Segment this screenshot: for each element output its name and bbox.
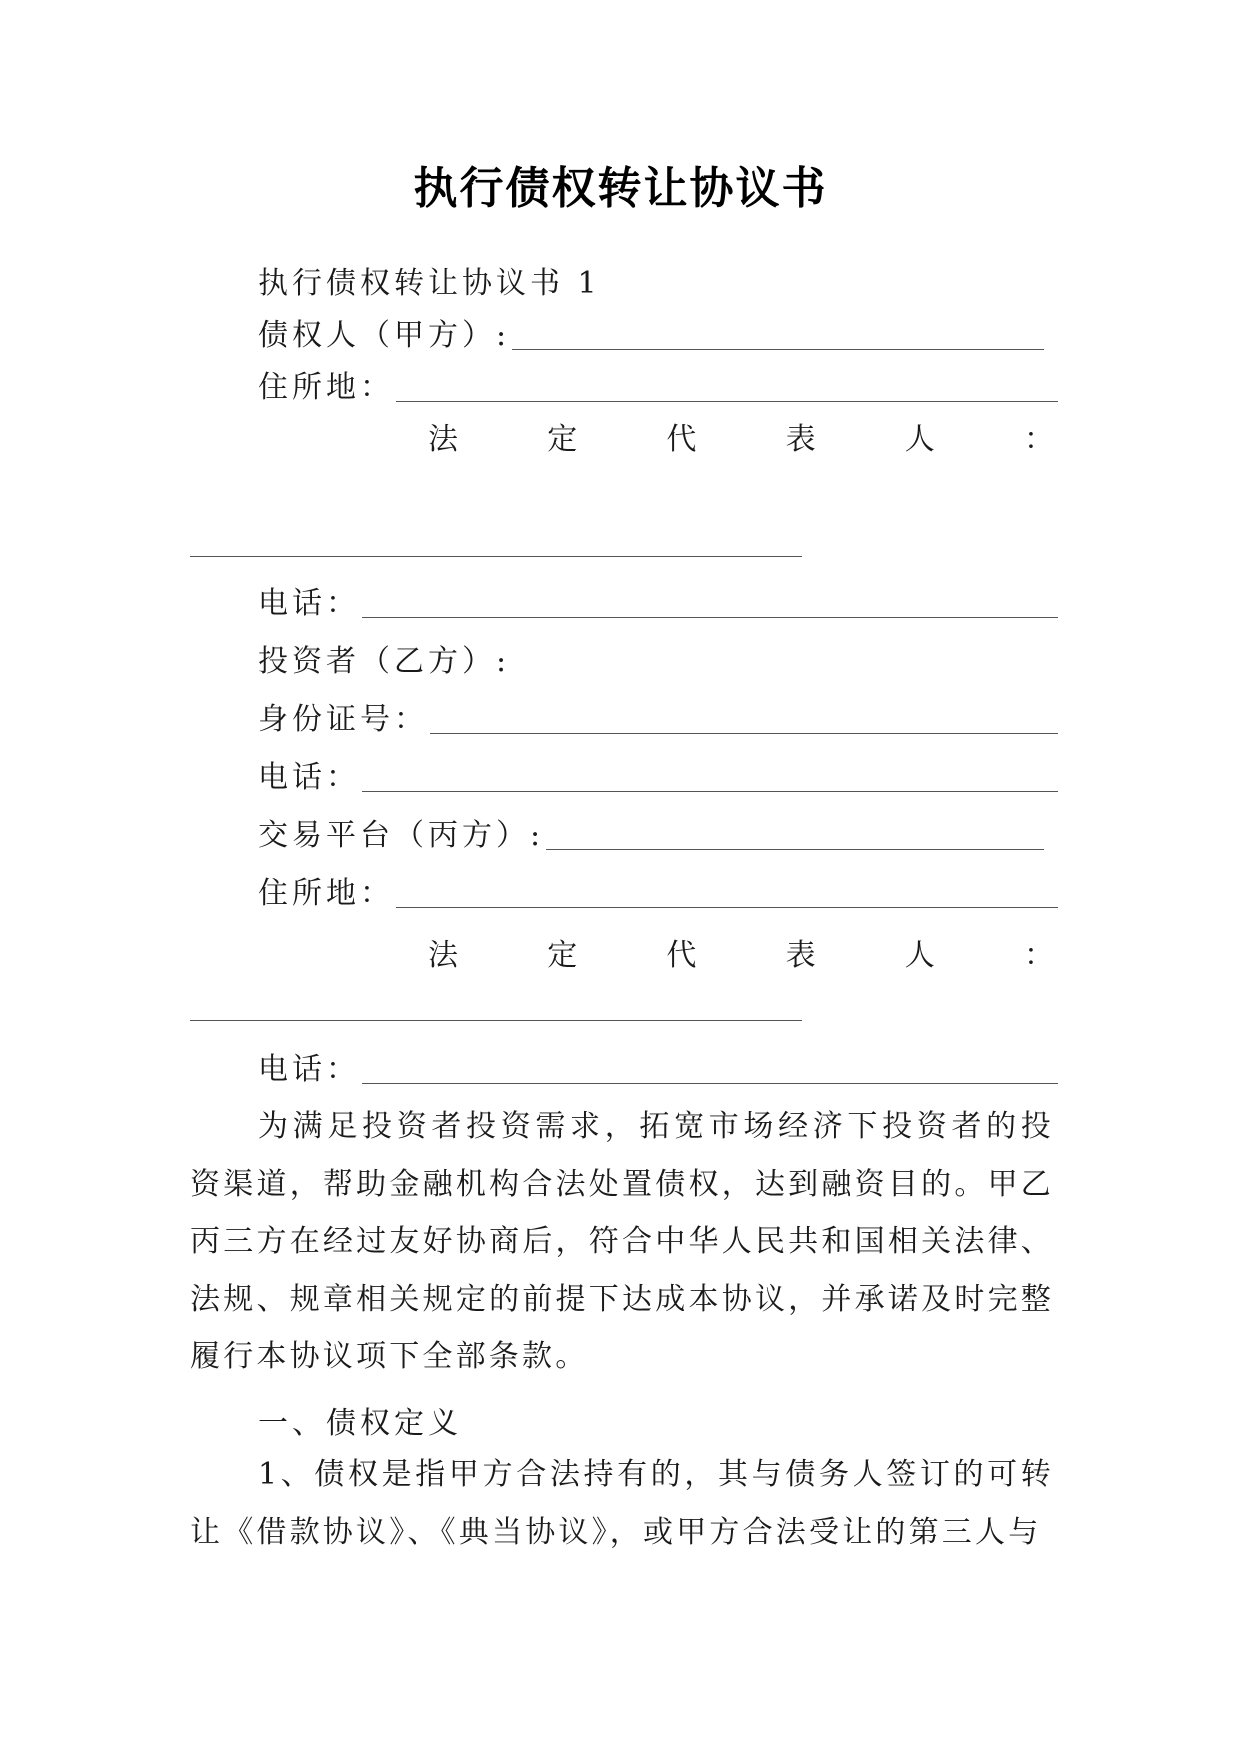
section-heading-1: 一、债权定义 [258, 1406, 462, 1441]
investor-field [258, 642, 1058, 682]
platform-field [258, 816, 1058, 856]
party-a-phone-field [258, 584, 1058, 624]
party-c-legal-rep-blank[interactable] [190, 1020, 802, 1021]
document-title: 执行债权转让协议书 [413, 163, 828, 214]
party-c-address-field [258, 874, 1058, 914]
party-a-address-blank[interactable] [396, 401, 1058, 402]
party-b-phone-field [258, 758, 1058, 798]
creditor-label: 债权人（甲方）: [258, 318, 511, 353]
document-subtitle: 执行债权转让协议书 1 [258, 266, 601, 301]
creditor-field [258, 316, 1058, 356]
party-c-phone-label: 电话： [258, 1052, 360, 1087]
party-c-address-blank[interactable] [396, 907, 1058, 908]
party-a-legal-rep-blank[interactable] [190, 556, 802, 557]
party-b-phone-label: 电话： [258, 760, 360, 795]
party-a-address-label: 住所地： [258, 370, 394, 405]
preamble-paragraph: 为满足投资者投资需求，拓宽市场经济下投资者的投资渠道，帮助金融机构合法处置债权，达到融资目的。甲乙丙三方在经过友好协商后，符合中华人民共和国相关法律、法规、规章相关规定的前提下达成本协议，并承诺及时完整履行本协议项下全部条款。 [190, 1109, 1054, 1374]
party-c-phone-blank[interactable] [362, 1083, 1058, 1084]
id-number-blank[interactable] [430, 733, 1058, 734]
party-c-phone-field [258, 1050, 1058, 1090]
party-a-phone-blank[interactable] [362, 617, 1058, 618]
party-c-legal-rep-label: 法 定 代 表 人 ： [428, 938, 1054, 973]
clause-1-paragraph: 1、债权是指甲方合法持有的，其与债务人签订的可转让《借款协议》、《典当协议》，或甲方合法受让的第三人与 [190, 1457, 1054, 1550]
id-number-label: 身份证号： [258, 702, 428, 737]
party-c-address-label: 住所地： [258, 876, 394, 911]
party-a-phone-label: 电话： [258, 586, 360, 621]
party-a-legal-rep-label: 法 定 代 表 人 ： [428, 422, 1054, 457]
id-number-field [258, 700, 1058, 740]
investor-label: 投资者（乙方）: [258, 644, 511, 679]
platform-label: 交易平台（丙方）: [258, 818, 545, 853]
platform-blank[interactable] [546, 849, 1044, 850]
party-b-phone-blank[interactable] [362, 791, 1058, 792]
creditor-blank[interactable] [512, 349, 1044, 350]
party-a-address-field [258, 368, 1058, 408]
